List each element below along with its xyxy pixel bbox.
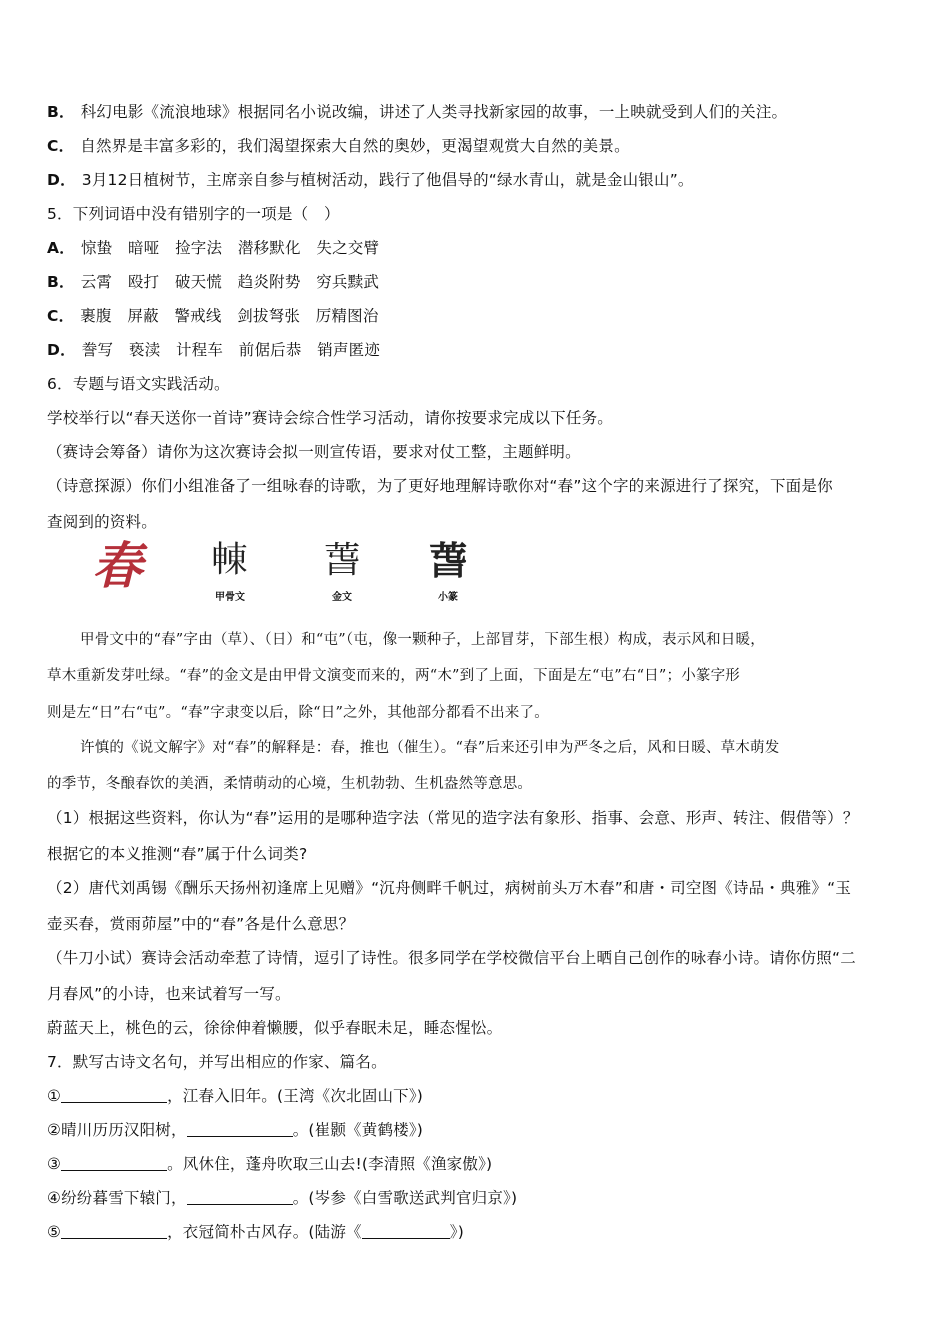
q6-sub2-line1: （2）唐代刘禹锡《酬乐天扬州初逢席上见赠》“沉舟侧畔千帆过，病树前头万木春”和唐・司空图《诗品・典雅》“玉 <box>47 879 852 897</box>
answer-blank[interactable] <box>61 1087 167 1103</box>
q6-para1-line1: 甲骨文中的“春”字由（草）、（日）和“屯”（屯，像一颗种子，上部冒芽，下部生根）构成，表示风和日暖， <box>80 632 765 648</box>
q6-sub1-line1: （1）根据这些资料，你认为“春”运用的是哪种造字法（常见的造字法有象形、指事、会意、形声、转注、假借等）？ <box>47 809 859 827</box>
q7-item-4: ④纷纷暮雪下辕门， 。(岑参《白雪歌送武判官归京》) <box>47 1189 518 1207</box>
q5-option-a: A． 惊蛰 暗哑 捡字法 潜移默化 失之交臂 <box>47 239 380 257</box>
answer-blank[interactable] <box>187 1121 293 1137</box>
answer-blank[interactable] <box>61 1223 167 1239</box>
q6-task1: （赛诗会筹备）请你为这次赛诗会拟一则宣传语，要求对仗工整，主题鲜明。 <box>47 443 581 461</box>
q7-item-2: ②晴川历历汉阳树， 。(崔颢《黄鹤楼》) <box>47 1121 424 1139</box>
q5-option-b: B． 云霄 殴打 破天慌 趋炎附势 穷兵黩武 <box>47 273 380 291</box>
q6-task2-line2: 查阅到的资料。 <box>47 513 157 531</box>
q4-option-b: B． 科幻电影《流浪地球》根据同名小说改编，讲述了人类寻找新家园的故事，一上映就受到人们的关注。 <box>47 103 788 121</box>
q6-sub2-line2: 壶买春，赏雨茆屋”中的“春”各是什么意思？ <box>47 915 355 933</box>
chun-small-seal: 萅 小篆 <box>428 538 467 603</box>
q6-intro: 学校举行以“春天送你一首诗”赛诗会综合性学习活动，请你按要求完成以下任务。 <box>47 409 613 427</box>
q6-stem: 6．专题与语文实践活动。 <box>47 375 230 393</box>
q6-task2-line1: （诗意探源）你们小组准备了一组咏春的诗歌，为了更好地理解诗歌你对“春”这个字的来源进行了探究，下面是你 <box>47 477 833 495</box>
q5-stem: 5．下列词语中没有错别字的一项是（ ） <box>47 205 340 223</box>
chun-bronze: 萅 金文 <box>323 540 360 603</box>
chun-oracle-bone: 𣌾 甲骨文 <box>211 540 248 603</box>
q6-para1-line3: 则是左“日”右“屯”。“春”字隶变以后，除“日”之外，其他部分都看不出来了。 <box>47 705 549 721</box>
answer-blank[interactable] <box>362 1223 450 1239</box>
q7-item-1: ① ，江春入旧年。(王湾《次北固山下》) <box>47 1087 424 1105</box>
q7-item-3: ③ 。风休住，蓬舟吹取三山去!(李清照《渔家傲》) <box>47 1155 493 1173</box>
q5-option-c: C． 裹腹 屏蔽 警戒线 剑拔弩张 厉精图治 <box>47 307 379 325</box>
chun-glyph-evolution <box>62 538 502 606</box>
q6-para1-line2: 草木重新发芽吐绿。“春”的金文是由甲骨文演变而来的，两“木”到了上面，下面是左“屯”右“日”；小篆字形 <box>47 668 740 684</box>
chun-calligraphy: 春 <box>92 536 142 595</box>
q6-para2-line2: 的季节，冬酿春饮的美酒，柔情萌动的心境，生机勃勃、生机盎然等意思。 <box>47 776 533 792</box>
q6-sample-poem: 蔚蓝天上，桃色的云，徐徐伸着懒腰，似乎春眠未足，睡态惺忪。 <box>47 1019 503 1037</box>
q7-stem: 7．默写古诗文名句，并写出相应的作家、篇名。 <box>47 1053 387 1071</box>
q4-option-d: D． 3月12日植树节，主席亲自参与植树活动，践行了他倡导的“绿水青山，就是金山银山”。 <box>47 171 694 189</box>
q6-para2-line1: 许慎的《说文解字》对“春”的解释是：春，推也（催生）。“春”后来还引申为严冬之后，风和日暖、草木萌发 <box>80 740 780 756</box>
answer-blank[interactable] <box>187 1189 293 1205</box>
q5-option-d: D． 誊写 亵渎 计程车 前倨后恭 销声匿迹 <box>47 341 381 359</box>
q6-sub1-line2: 根据它的本义推测“春”属于什么词类? <box>47 845 308 863</box>
q7-item-5: ⑤ ，衣冠简朴古风存。(陆游《 》) <box>47 1223 464 1241</box>
q6-task3-line1: （牛刀小试）赛诗会活动牵惹了诗情，逗引了诗性。很多同学在学校微信平台上晒自己创作的咏春小诗。请你仿照“二 <box>47 949 856 967</box>
q4-option-c: C． 自然界是丰富多彩的，我们渴望探索大自然的奥妙，更渴望观赏大自然的美景。 <box>47 137 630 155</box>
answer-blank[interactable] <box>61 1155 167 1171</box>
q6-task3-line2: 月春风”的小诗，也来试着写一写。 <box>47 985 291 1003</box>
